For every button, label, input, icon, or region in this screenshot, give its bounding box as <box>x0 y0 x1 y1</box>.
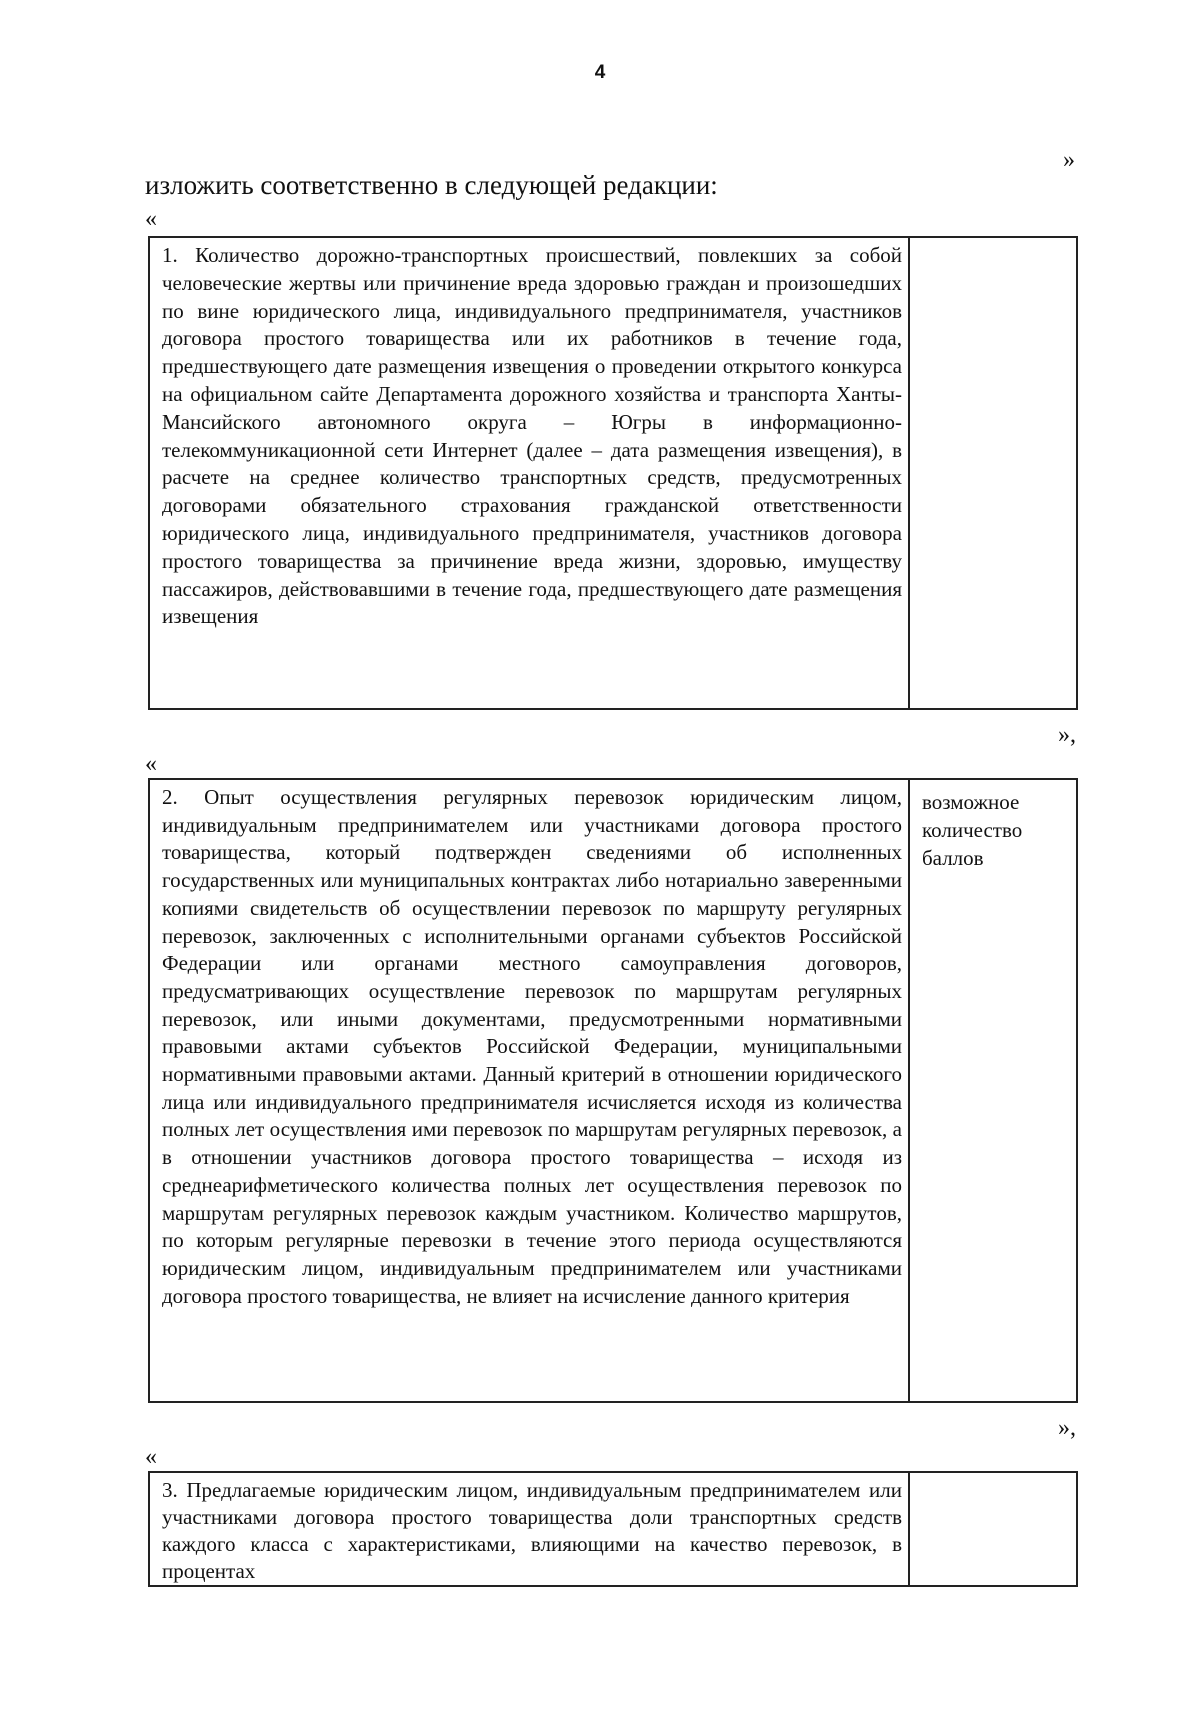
criterion-table-1 <box>148 236 1078 710</box>
points-line: баллов <box>922 846 984 870</box>
criterion-1-text: 1. Количество дорожно-транспортных происшествий, повлекших за собой человеческие жертвы или причинение вреда здоровью граждан и произошедших по вине юридического лица, индивидуального предпринимателя, участников договора простого товарищества или их работников в течение года, предшествующего дате размещения извещения о проведении открытого конкурса на официальном сайте Департамента дорожного хозяйства и транспорта Ханты-Мансийского автономного округа – Югры в информационно-телекоммуникационной сети Интернет (далее – дата размещения извещения), в расчете на среднее количество транспортных средств, предусмотренных договорами обязательного страхования гражданской ответственности юридического лица, индивидуального предпринимателя, участников договора простого товарищества за причинение вреда жизни, здоровью, имуществу пассажиров, действовавшими в течение года, предшествующего дате размещения извещения <box>162 243 902 629</box>
points-line: количество <box>922 818 1023 842</box>
table-row <box>149 237 1077 709</box>
table-row <box>149 779 1077 1402</box>
opening-quote-3: « <box>145 1444 157 1470</box>
criterion-3-text: 3. Предлагаемые юридическим лицом, индивидуальным предпринимателем или участниками договора простого товарищества доли транспортных средств каждого класса с характеристиками, влияющими на качество перевозок, в процентах <box>162 1478 902 1583</box>
table-row <box>149 1472 1077 1586</box>
points-cell <box>909 1472 1077 1586</box>
criterion-2-text: 2. Опыт осуществления регулярных перевозок юридическим лицом, индивидуальным предпринимателем или участниками договора простого товарищества, который подтвержден сведениями об исполненных государственных или муниципальных контрактах либо нотариально заверенными копиями свидетельств об осуществлении перевозок по маршруту регулярных перевозок, заключенных с исполнительными органами субъектов Российской Федерации или органами местного самоуправления договоров, предусматривающих осуществление перевозок по маршрутам регулярных перевозок, или иными документами, предусмотренными нормативными правовыми актами субъектов Российской Федерации, муниципальными нормативными правовыми актами. Данный критерий в отношении юридического лица или индивидуального предпринимателя исчисляется исходя из количества полных лет осуществления ими перевозок по маршрутам регулярных перевозок, а в отношении участников договора простого товарищества – исходя из среднеарифметического количества полных лет осуществления перевозок по маршрутам регулярных перевозок каждым участником. Количество маршрутов, по которым регулярные перевозки в течение этого периода осуществляются юридическим лицом, индивидуальным предпринимателем или участниками договора простого товарищества, не влияет на исчисление данного критерия <box>162 785 902 1308</box>
criterion-text-cell <box>149 237 909 709</box>
criterion-text-cell <box>149 779 909 1402</box>
page-number: 4 <box>594 62 606 83</box>
closing-quote-2: », <box>1058 1415 1076 1441</box>
points-line: возможное <box>922 790 1020 814</box>
criterion-text-cell <box>149 1472 909 1586</box>
closing-quote: » <box>1063 147 1075 173</box>
opening-quote-1: « <box>145 206 157 232</box>
points-cell <box>909 237 1077 709</box>
criterion-table-2 <box>148 778 1078 1403</box>
opening-quote-2: « <box>145 751 157 777</box>
intro-text: изложить соответственно в следующей редакции: <box>145 170 718 200</box>
criterion-table-3 <box>148 1471 1078 1587</box>
closing-quote-1: », <box>1058 722 1076 748</box>
points-cell <box>909 779 1077 1402</box>
